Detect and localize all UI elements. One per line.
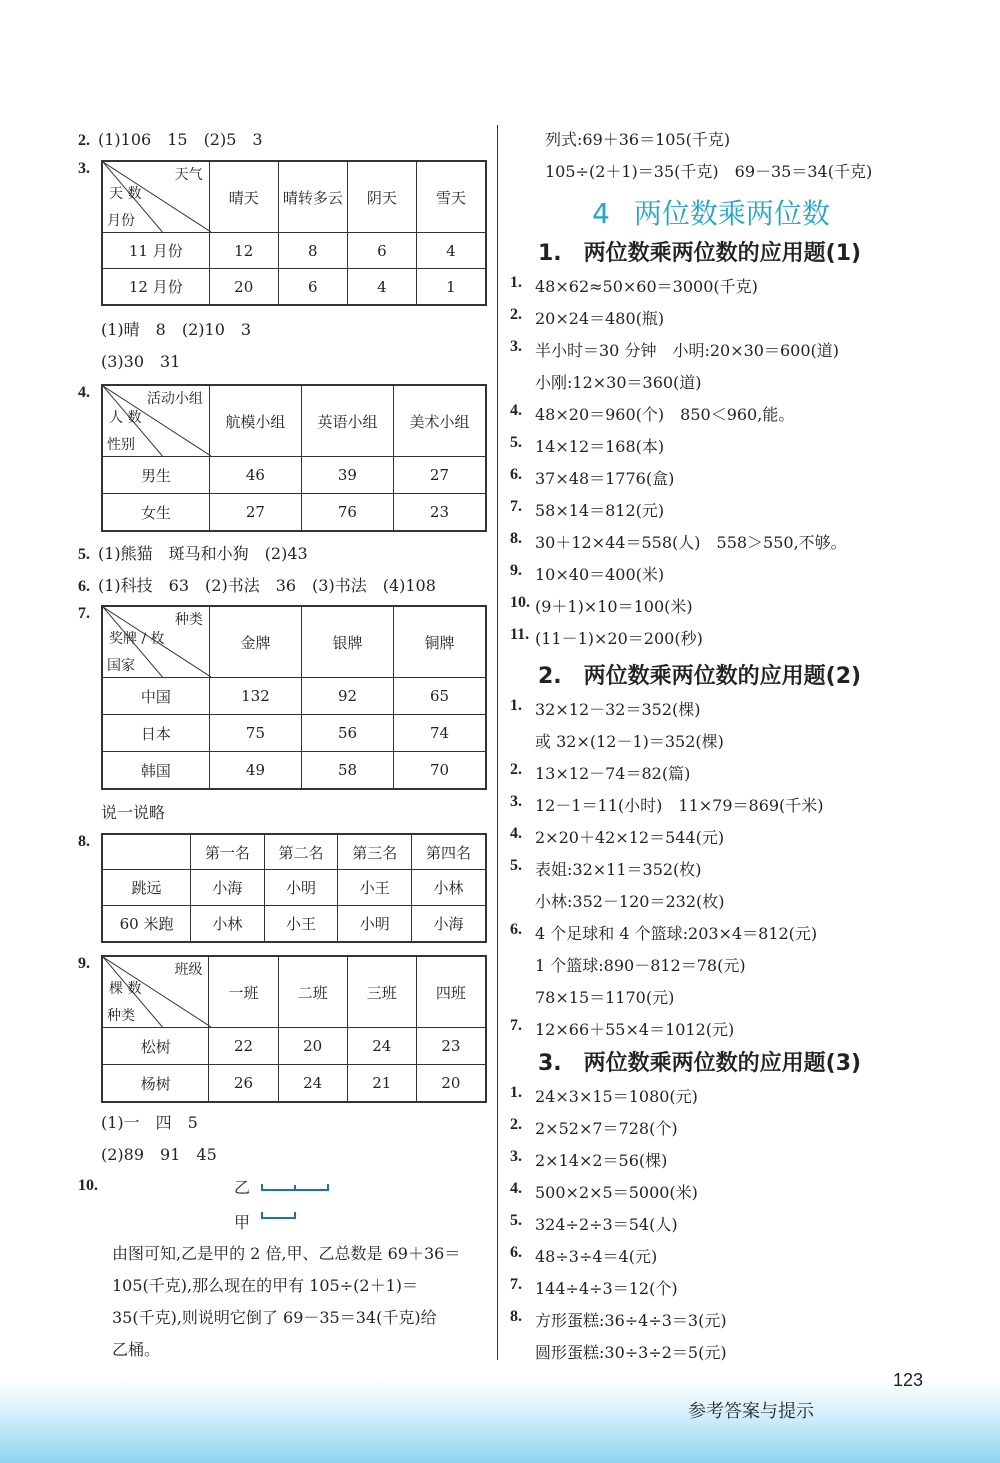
item-number: 6. [78, 578, 90, 595]
section-2-item [535, 889, 725, 912]
row-label: 男生 [102, 457, 209, 494]
header-row [102, 956, 486, 1028]
table-cell: 22 [209, 1028, 278, 1065]
table-cell: 27 [209, 494, 301, 532]
section-1-item [535, 594, 693, 617]
question-number: 8. [78, 833, 90, 850]
table-cell: 1 [416, 269, 486, 306]
table-cell: 58 [302, 752, 394, 790]
question-number: 4. [510, 402, 522, 419]
item-text: 48×20＝960(个) 850＜960,能。 [535, 405, 795, 424]
item-text: (1)晴 8 (2)10 3 [101, 320, 252, 339]
row-label: 韩国 [102, 752, 209, 790]
header-mid-label: 奖牌 / 枚 [109, 631, 165, 647]
item-text: 说一说略 [101, 803, 166, 822]
q8-table [101, 833, 487, 943]
section-2-item [535, 985, 674, 1008]
column-header: 一班 [209, 956, 278, 1028]
item-number: 5. [78, 546, 90, 563]
item-text: 30＋12×44＝558(人) 558＞550,不够。 [535, 533, 847, 552]
column-header: 三班 [347, 956, 416, 1028]
section-3-title: 3. 两位数乘两位数的应用题(3) [538, 1051, 862, 1076]
header-row [102, 385, 486, 457]
q3-answer-2 [101, 349, 180, 372]
table-cell: 132 [209, 678, 301, 715]
table-cell: 75 [209, 715, 301, 752]
column-header: 第四名 [412, 834, 486, 870]
section-2-item [535, 1017, 734, 1040]
table-cell: 4 [347, 269, 416, 306]
item-text: 列式:69＋36＝105(千克) [545, 130, 731, 149]
q9-table [101, 955, 487, 1103]
table-cell: 65 [394, 678, 486, 715]
section-3-item [535, 1084, 698, 1107]
table-cell: 39 [301, 457, 393, 494]
table-cell: 26 [209, 1065, 278, 1103]
section-2-item [535, 793, 824, 816]
table-cell: 24 [278, 1065, 347, 1103]
table-cell: 小林 [412, 870, 486, 906]
item-text: (1)106 15 (2)5 3 [98, 130, 263, 149]
question-number: 3. [510, 338, 522, 355]
section-3-item [535, 1212, 678, 1235]
diagonal-header-cell [102, 606, 209, 678]
q7-table [101, 605, 487, 790]
header-bottom-label: 月份 [107, 213, 135, 229]
table-cell: 70 [394, 752, 486, 790]
q9-answer-1 [101, 1110, 198, 1133]
row-label: 11 月份 [102, 233, 209, 269]
question-number: 8. [510, 530, 522, 547]
question-number: 7. [78, 605, 90, 622]
header-row [102, 161, 486, 233]
question-number: 7. [510, 1276, 522, 1293]
table-cell: 20 [278, 1028, 347, 1065]
chapter-title: 两位数乘两位数 [633, 197, 830, 230]
column-header [102, 834, 191, 870]
table-row [102, 233, 486, 269]
item-text: 4 个足球和 4 个篮球:203×4＝812(元) [535, 924, 818, 943]
column-header: 航模小组 [209, 385, 301, 457]
section-3-item [535, 1244, 657, 1267]
section-1-item [535, 306, 664, 329]
item-text: 12×66＋55×4＝1012(元) [535, 1020, 735, 1039]
row-label: 女生 [102, 494, 209, 532]
column-header: 四班 [416, 956, 486, 1028]
item-text: 圆形蛋糕:30÷3÷2＝5(元) [535, 1343, 727, 1362]
section-1-item [535, 498, 664, 521]
column-header: 第一名 [191, 834, 265, 870]
question-number: 1. [510, 697, 522, 714]
table-cell: 小林 [191, 906, 265, 943]
section-2-item [535, 761, 690, 784]
bar-label-b: 乙 [234, 1178, 251, 1197]
section-1-item [535, 530, 847, 553]
table-row [102, 1028, 486, 1065]
question-number: 10. [510, 594, 530, 611]
q3-table [101, 160, 487, 306]
table-cell: 4 [416, 233, 486, 269]
right-top-line [545, 159, 872, 182]
item-text: 小林:352－120＝232(枚) [535, 892, 725, 911]
item-text: 10×40＝400(米) [535, 565, 665, 584]
section-1-item [535, 274, 758, 297]
section-2-item [535, 729, 724, 752]
item-text: 48÷3÷4＝4(元) [535, 1247, 658, 1266]
question-number: 7. [510, 1017, 522, 1034]
item-text: (2)89 91 45 [101, 1145, 217, 1164]
item-text: (9＋1)×10＝100(米) [535, 597, 693, 616]
table-row [102, 269, 486, 306]
section-3-item [535, 1276, 678, 1299]
table-cell: 跳远 [102, 870, 191, 906]
question-number: 6. [510, 1244, 522, 1261]
item-text: 表姐:32×11＝352(枚) [535, 860, 702, 879]
table-cell: 小王 [338, 870, 412, 906]
question-number: 5. [510, 1212, 522, 1229]
table-row [102, 1065, 486, 1103]
table-row [102, 752, 486, 790]
diagonal-header-cell [102, 956, 209, 1028]
item-text: 2×20＋42×12＝544(元) [535, 828, 725, 847]
section-3-item [535, 1340, 727, 1363]
section-1-item [535, 562, 664, 585]
section-2-item [535, 697, 701, 720]
table-row [102, 715, 486, 752]
question-number: 1. [510, 1084, 522, 1101]
item-text: 13×12－74＝82(篇) [535, 764, 691, 783]
column-header: 阴天 [347, 161, 416, 233]
q2-answer [78, 127, 263, 150]
header-top-label: 天气 [174, 167, 203, 183]
item-text: 32×12－32＝352(棵) [535, 700, 701, 719]
row-label: 日本 [102, 715, 209, 752]
diagonal-header-cell [102, 385, 209, 457]
question-number: 4. [78, 384, 90, 401]
table-cell: 6 [347, 233, 416, 269]
table-row [102, 870, 486, 906]
item-text: 12－1＝11(小时) 11×79＝869(千米) [535, 796, 824, 815]
item-text: 48×62≈50×60＝3000(千克) [535, 277, 758, 296]
item-text: 58×14＝812(元) [535, 501, 665, 520]
bar-label-a: 甲 [234, 1213, 251, 1232]
item-text: 或 32×(12－1)＝352(棵) [535, 732, 724, 751]
header-bottom-label: 国家 [107, 658, 135, 674]
item-text: 324÷2÷3＝54(人) [535, 1215, 678, 1234]
q10-explanation-line [112, 1241, 460, 1264]
item-text: 500×2×5＝5000(米) [535, 1183, 698, 1202]
question-number: 2. [510, 761, 522, 778]
section-1-item [535, 466, 674, 489]
table-cell: 74 [394, 715, 486, 752]
header-bottom-label: 性别 [107, 437, 135, 453]
header-mid-label: 天 数 [109, 186, 142, 202]
table-row [102, 494, 486, 532]
item-text: 24×3×15＝1080(元) [535, 1087, 698, 1106]
row-label: 杨树 [102, 1065, 209, 1103]
q10-explanation-line [112, 1337, 160, 1360]
table-cell: 21 [347, 1065, 416, 1103]
table-cell: 76 [301, 494, 393, 532]
item-text: 1 个篮球:890－812＝78(元) [535, 956, 746, 975]
row-label: 中国 [102, 678, 209, 715]
q9-answer-2 [101, 1142, 217, 1165]
header-bottom-label: 种类 [107, 1008, 135, 1024]
item-text: 144÷4÷3＝12(个) [535, 1279, 678, 1298]
table-row [102, 678, 486, 715]
table-cell: 23 [416, 1028, 486, 1065]
column-header: 第二名 [264, 834, 338, 870]
question-number: 3. [510, 793, 522, 810]
column-header: 美术小组 [393, 385, 486, 457]
item-text: (11－1)×20＝200(秒) [535, 629, 703, 648]
q4-table [101, 384, 487, 532]
column-header: 第三名 [338, 834, 412, 870]
section-1-item [535, 402, 794, 425]
question-number: 2. [510, 306, 522, 323]
column-header: 英语小组 [301, 385, 393, 457]
table-cell: 小明 [264, 870, 338, 906]
column-header: 金牌 [209, 606, 301, 678]
item-text: (3)30 31 [101, 352, 181, 371]
chapter-heading [592, 192, 830, 232]
header-top-label: 活动小组 [146, 391, 203, 407]
question-number: 3. [510, 1148, 522, 1165]
question-number: 6. [510, 921, 522, 938]
section-2-item [535, 857, 702, 880]
column-header: 铜牌 [394, 606, 486, 678]
item-text: 乙桶。 [112, 1340, 161, 1359]
table-cell: 小明 [338, 906, 412, 943]
item-text: 105÷(2＋1)＝35(千克) 69－35＝34(千克) [545, 162, 873, 181]
q3-answer-1 [101, 317, 251, 340]
question-number: 6. [510, 466, 522, 483]
item-text: (1)科技 63 (2)书法 36 (3)书法 (4)108 [98, 576, 436, 595]
item-text: 方形蛋糕:36÷4÷3＝3(元) [535, 1311, 727, 1330]
right-top-line [545, 127, 730, 150]
section-2-item [535, 825, 724, 848]
question-number: 9. [78, 955, 90, 972]
question-number: 2. [510, 1116, 522, 1133]
table-cell: 46 [209, 457, 301, 494]
header-row [102, 606, 486, 678]
question-number: 8. [510, 1308, 522, 1325]
item-text: 78×15＝1170(元) [535, 988, 675, 1007]
table-cell: 12 [209, 233, 278, 269]
row-label: 松树 [102, 1028, 209, 1065]
section-1-item [535, 626, 703, 649]
question-number: 4. [510, 825, 522, 842]
bottom-decoration [0, 1380, 1000, 1463]
table-cell: 24 [347, 1028, 416, 1065]
section-3-item [535, 1116, 678, 1139]
item-text: 20×24＝480(瓶) [535, 309, 665, 328]
item-text: (1)熊猫 斑马和小狗 (2)43 [98, 544, 308, 563]
column-header: 二班 [278, 956, 347, 1028]
item-text: 小刚:12×30＝360(道) [535, 373, 702, 392]
item-text: (1)一 四 5 [101, 1113, 198, 1132]
table-cell: 小海 [191, 870, 265, 906]
question-number: 9. [510, 562, 522, 579]
question-number: 5. [510, 434, 522, 451]
table-cell: 8 [278, 233, 347, 269]
table-cell: 92 [302, 678, 394, 715]
q6-answer [78, 573, 436, 596]
table-cell: 23 [393, 494, 486, 532]
column-divider [497, 125, 498, 1360]
item-text: 由图可知,乙是甲的 2 倍,甲、乙总数是 69＋36＝ [112, 1244, 461, 1263]
q10-explanation-line [112, 1305, 437, 1328]
q5-answer [78, 541, 308, 564]
table-cell: 小海 [412, 906, 486, 943]
column-header: 晴天 [209, 161, 278, 233]
section-1-item [535, 434, 664, 457]
section-3-item [535, 1308, 727, 1331]
header-top-label: 班级 [174, 962, 203, 978]
q7-note [101, 800, 165, 823]
diagonal-header-cell [102, 161, 209, 233]
header-row [102, 834, 486, 870]
table-cell: 小王 [264, 906, 338, 943]
section-2-title: 2. 两位数乘两位数的应用题(2) [538, 664, 862, 689]
bar-diagram [258, 1180, 338, 1225]
table-row [102, 906, 486, 943]
item-text: 105(千克),那么现在的甲有 105÷(2＋1)＝ [112, 1276, 418, 1295]
item-text: 37×48＝1776(盒) [535, 469, 675, 488]
item-text: 14×12＝168(本) [535, 437, 665, 456]
footer-label: 参考答案与提示 [688, 1401, 814, 1422]
table-cell: 20 [416, 1065, 486, 1103]
question-number: 1. [510, 274, 522, 291]
question-number: 10. [78, 1177, 98, 1194]
item-number: 2. [78, 132, 90, 149]
table-cell: 60 米跑 [102, 906, 191, 943]
table-cell: 49 [209, 752, 301, 790]
question-number: 7. [510, 498, 522, 515]
table-cell: 20 [209, 269, 278, 306]
item-text: 2×14×2＝56(棵) [535, 1151, 668, 1170]
question-number: 5. [510, 857, 522, 874]
q10-explanation-line [112, 1273, 418, 1296]
item-text: 半小时＝30 分钟 小明:20×30＝600(道) [535, 341, 839, 360]
table-row [102, 457, 486, 494]
table-cell: 27 [393, 457, 486, 494]
section-1-item [535, 338, 839, 361]
column-header: 银牌 [302, 606, 394, 678]
chapter-number: 4 [592, 197, 610, 230]
header-mid-label: 棵 数 [109, 981, 142, 997]
table-cell: 6 [278, 269, 347, 306]
page-number: 123 [893, 1370, 924, 1390]
column-header: 雪天 [416, 161, 486, 233]
section-3-item [535, 1148, 667, 1171]
section-1-title: 1. 两位数乘两位数的应用题(1) [538, 241, 862, 266]
item-text: 2×52×7＝728(个) [535, 1119, 678, 1138]
header-mid-label: 人 数 [109, 410, 142, 426]
item-text: 35(千克),则说明它倒了 69－35＝34(千克)给 [112, 1308, 437, 1327]
question-number: 4. [510, 1180, 522, 1197]
question-number: 11. [510, 626, 530, 643]
section-1-item [535, 370, 702, 393]
header-top-label: 种类 [174, 612, 203, 628]
column-header: 晴转多云 [278, 161, 347, 233]
question-number: 3. [78, 160, 90, 177]
section-3-item [535, 1180, 698, 1203]
section-2-item [535, 921, 817, 944]
table-cell: 56 [302, 715, 394, 752]
row-label: 12 月份 [102, 269, 209, 306]
section-2-item [535, 953, 746, 976]
